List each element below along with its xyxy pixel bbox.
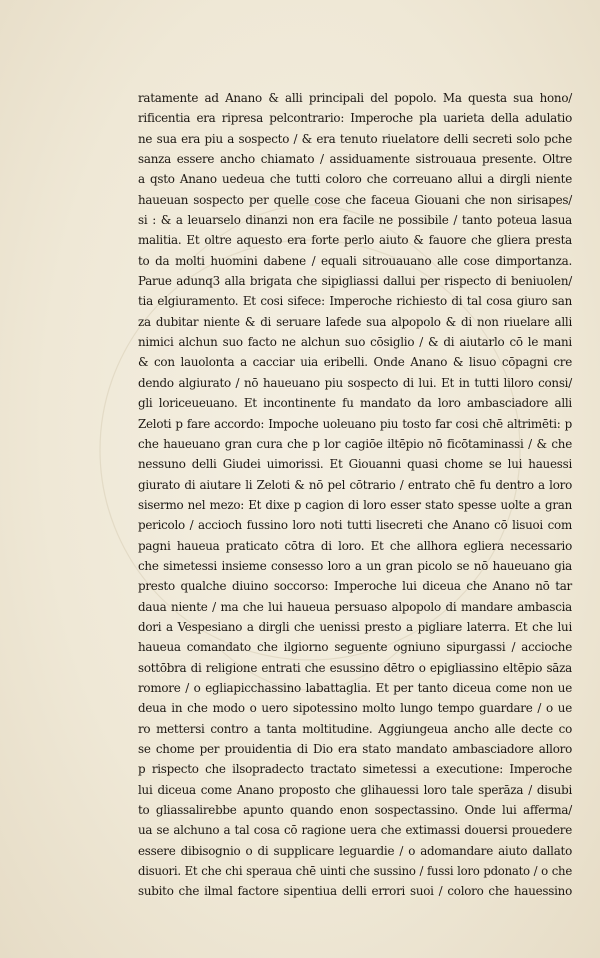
text-line: Zeloti p fare accordo: Impoche uoleuano piu tosto far cosi chē altrimēti: p	[138, 416, 572, 431]
text-line: che simetessi insieme consesso loro a un gran picolo se nō haueuano gia	[138, 558, 572, 573]
text-line: to gliassalirebbe apunto quando enon sospectassino. Onde lui afferma/	[138, 803, 572, 818]
text-line: rificentia era ripresa pelcontrario: Imperoche pla uarieta della adulatio	[138, 111, 572, 126]
text-line: che haueuano gran cura che p lor cagiōe iltēpio nō ficōtaminassi / & che	[138, 436, 572, 451]
text-line: disuori. Et che chi speraua chē uinti che sussino / fussi loro pdonato / o che	[138, 864, 572, 879]
text-line: tia elgiuramento. Et cosi sifece: Imperoche richiesto di tal cosa giuro san	[138, 294, 572, 309]
text-line: to da molti huomini dabene / equali sitrouauano alle cose dimportanza.	[138, 253, 572, 268]
text-line: & con lauolonta a cacciar uia eribelli. Onde Anano & lisuo cōpagni cre	[138, 355, 572, 370]
text-line: ro mettersi contro a tanta moltitudine. Aggiungeua ancho alle decte co	[138, 721, 572, 736]
text-line: si : & a leuarselo dinanzi non era facile ne possibile / tanto poteua lasua	[138, 213, 572, 228]
text-line: gli loriceueuano. Et incontinente fu mandato da loro ambasciadore alli	[138, 396, 572, 411]
text-line: ratamente ad Anano & alli principali del popolo. Ma questa sua hono/	[138, 91, 572, 105]
text-line: daua niente / ma che lui haueua persuaso alpopolo di mandare ambascia	[138, 599, 572, 614]
text-line: lui diceua come Anano proposto che glihauessi loro tale sperāza / disubi	[138, 782, 572, 797]
text-line: dendo algiurato / nō haueuano piu sospecto di lui. Et in tutti liloro consi/	[138, 375, 572, 390]
body-text	[138, 88, 572, 902]
text-line: ne sua era piu a sospecto / & era tenuto riuelatore delli secreti solo pche	[138, 131, 572, 146]
text-line: za dubitar niente & di seruare lafede sua alpopolo & di non riuelare alli	[138, 314, 572, 329]
text-line: deua in che modo o uero sipotessino molto lungo tempo guardare / o ue	[138, 701, 572, 716]
text-line: subito che ilmal factore sipentiua delli errori suoi / coloro che hauessino	[138, 884, 572, 899]
text-line: se chome per prouidentia di Dio era stato mandato ambasciadore alloro	[138, 742, 572, 756]
text-line: ua se alchuno a tal cosa cō ragione uera che extimassi douersi prouedere	[138, 823, 572, 838]
text-line: haueua comandato che ilgiorno seguente ogniuno sipurgassi / accioche	[138, 640, 572, 655]
text-line: malitia. Et oltre aquesto era forte perlo aiuto & fauore che gliera presta	[138, 233, 572, 248]
text-line: presto qualche diuino soccorso: Imperoche lui diceua che Anano nō tar	[138, 579, 572, 594]
text-line: pericolo / accioch fussino loro noti tutti lisecreti che Anano cō lisuoi com	[138, 518, 572, 533]
text-line: nimici alchun suo facto ne alchun suo cōsiglio / & di aiutarlo cō le mani	[138, 335, 572, 350]
text-line: pagni haueua praticato cōtra di loro. Et che allhora egliera necessario	[138, 538, 572, 553]
text-line: sisermo nel mezo: Et dixe p cagion di loro esser stato spesse uolte a gran	[138, 497, 572, 512]
text-line: romore / o egliapicchassino labattaglia. Et per tanto diceua come non ue	[138, 680, 572, 695]
text-line: Parue adunq3 alla brigata che sipigliassi dallui per rispecto di beniuolen/	[138, 274, 572, 289]
text-line: giurato di aiutare li Zeloti & nō pel cōtrario / entrato chē fu dentro a loro	[138, 477, 572, 492]
text-line: a qsto Anano uedeua che tutti coloro che correuano allui a dirgli niente	[138, 172, 572, 187]
text-line: dori a Vespesiano a dirgli che uenissi presto a pigliare laterra. Et che lui	[138, 619, 572, 634]
text-line: sanza essere ancho chiamato / assiduamente sistrouaua presente. Oltre	[138, 152, 572, 167]
text-line: essere dibisognio o di supplicare leguardie / o adomandare aiuto dallato	[138, 843, 572, 858]
text-line: sottōbra di religione entrati che esussino dētro o epigliassino eltēpio sāza	[138, 660, 572, 675]
text-line: haueuan sospecto per quelle cose che faceua Giouani che non sirisapes/	[138, 192, 572, 207]
text-line: p rispecto che ilsopradecto tractato simetessi a executione: Imperoche	[138, 762, 572, 777]
text-line: nessuno delli Giudei uimorissi. Et Giouanni quasi chome se lui hauessi	[138, 457, 572, 472]
